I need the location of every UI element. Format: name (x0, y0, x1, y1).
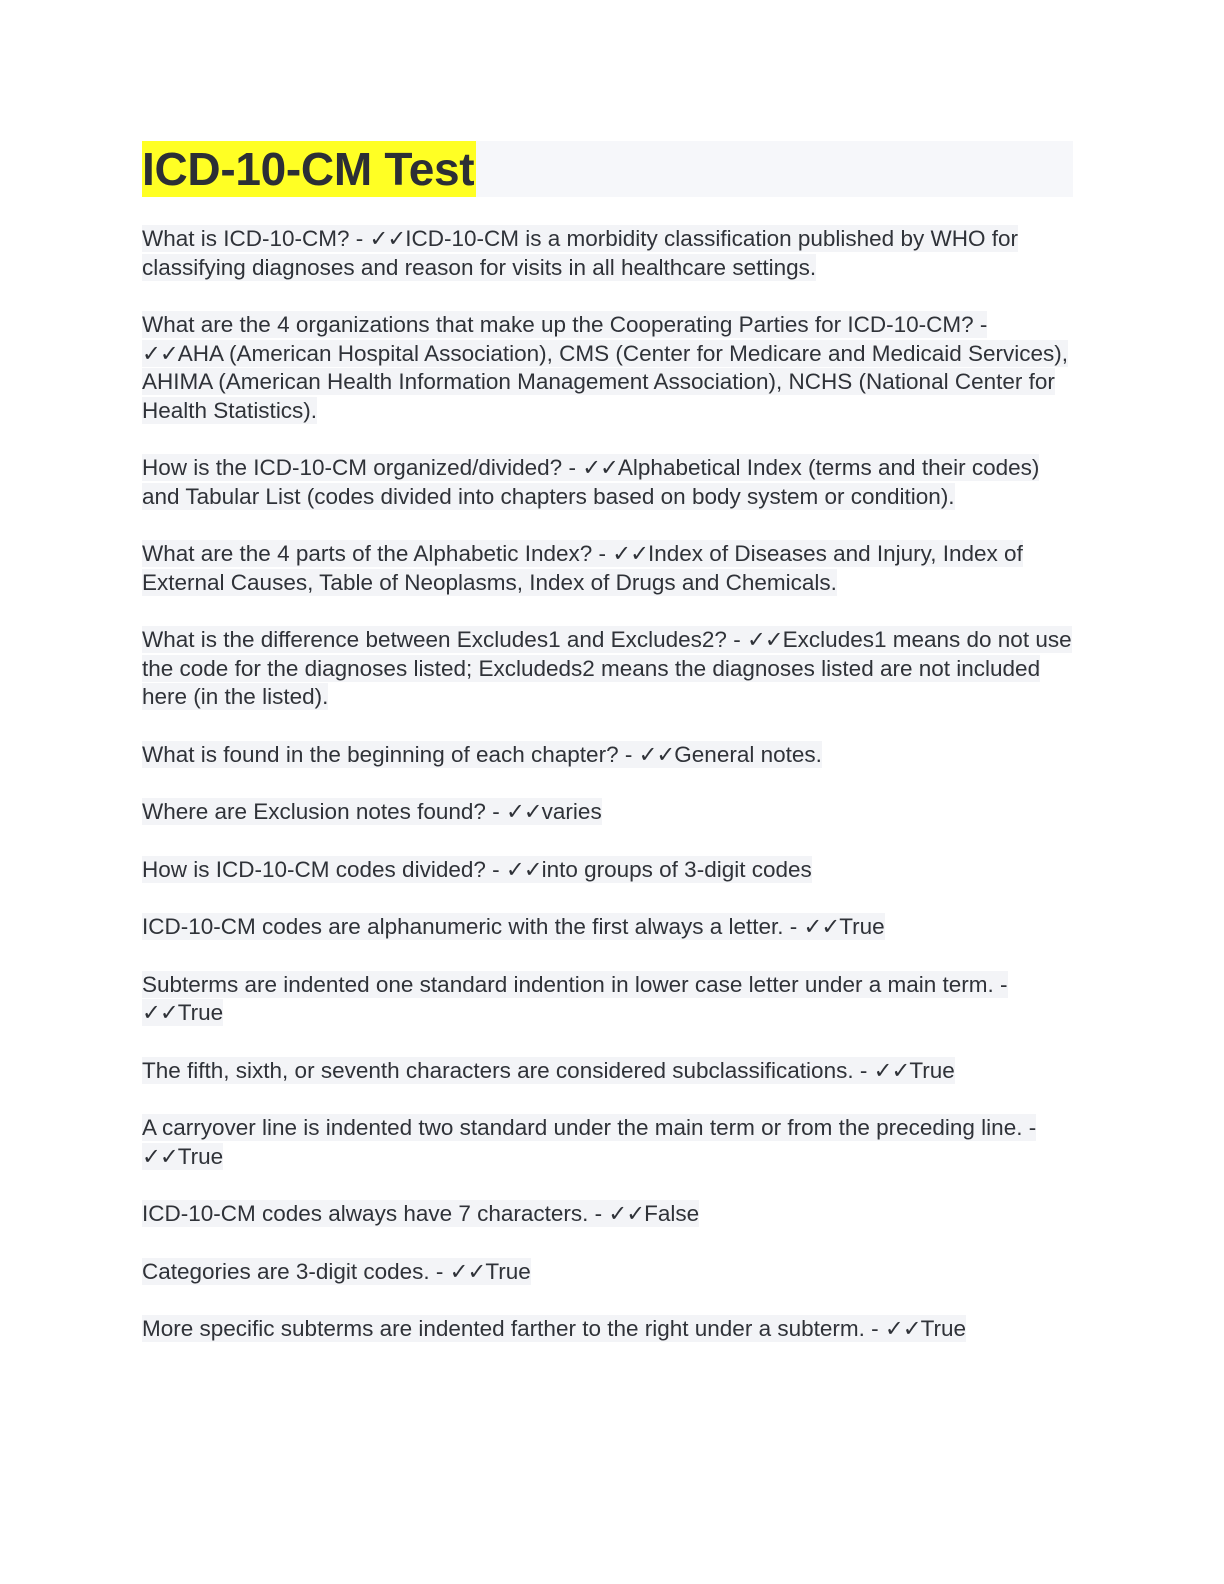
qa-text (142, 1200, 699, 1227)
qa-item (142, 971, 1073, 1028)
separator: - (349, 226, 370, 251)
qa-text (142, 856, 812, 883)
question-text: A carryover line is indented two standard under the main term or from the preceding line. (142, 1115, 1023, 1140)
qa-item (142, 454, 1073, 511)
answer-text: True (839, 914, 885, 939)
question-text: How is the ICD-10-CM organized/divided? (142, 455, 563, 480)
qa-item (142, 913, 1073, 942)
separator: - (973, 312, 988, 337)
document-title: ICD-10-CM Test (142, 143, 475, 195)
question-text: What are the 4 parts of the Alphabetic Index? (142, 541, 593, 566)
separator: - (1022, 1115, 1037, 1140)
separator: - (429, 1258, 450, 1284)
document-page (142, 141, 1073, 1373)
double-check-icon: ✓✓ (612, 541, 649, 566)
qa-item (142, 225, 1073, 282)
qa-item (142, 1258, 1073, 1287)
double-check-icon: ✓✓ (449, 1258, 486, 1284)
separator: - (783, 914, 804, 939)
qa-text (142, 798, 602, 825)
separator: - (864, 1316, 885, 1341)
separator: - (993, 971, 1008, 997)
double-check-icon: ✓✓ (505, 856, 542, 882)
qa-text (142, 626, 1072, 710)
double-check-icon: ✓✓ (582, 455, 618, 480)
qa-text (142, 1114, 1036, 1170)
answer-text: Index of Diseases and Injury, Index of External Causes, Table of Neoplasms, Index of Drugs and Chemicals. (142, 541, 1023, 595)
separator: - (562, 455, 583, 480)
answer-text: True (920, 1316, 967, 1341)
qa-text (142, 913, 885, 940)
qa-text (142, 1057, 955, 1084)
separator: - (726, 627, 747, 652)
question-text: Where are Exclusion notes found? (142, 799, 486, 824)
qa-text (142, 1315, 966, 1342)
separator: - (588, 1201, 609, 1226)
qa-text (142, 540, 1023, 596)
question-text: ICD-10-CM codes are alphanumeric with the first always a letter. (142, 914, 784, 939)
qa-item (142, 1315, 1073, 1344)
double-check-icon: ✓✓ (746, 627, 783, 652)
question-text: The fifth, sixth, or seventh characters are considered subclassifications. (142, 1057, 854, 1083)
double-check-icon: ✓✓ (369, 226, 406, 251)
qa-list (142, 225, 1073, 1344)
double-check-icon: ✓✓ (142, 340, 178, 366)
question-text: What is found in the beginning of each chapter? (142, 741, 619, 767)
answer-text: General notes. (674, 741, 822, 767)
answer-text: True (485, 1258, 531, 1284)
double-check-icon: ✓✓ (638, 741, 675, 767)
separator: - (485, 856, 506, 882)
question-text: What are the 4 organizations that make up the Cooperating Parties for ICD-10-CM? (142, 312, 974, 337)
double-check-icon: ✓✓ (884, 1316, 921, 1341)
separator: - (853, 1057, 874, 1083)
answer-text: AHA (American Hospital Association), CMS (Center for Medicare and Medicaid Services), AHIMA (American Health Information Management Association), NCHS (National Center for Health Statistics). (142, 340, 1069, 423)
answer-text: True (177, 1143, 224, 1169)
answer-text: Alphabetical Index (terms and their codes) and Tabular List (codes divided into chapters based on body system or condition). (142, 455, 1040, 509)
double-check-icon: ✓✓ (803, 914, 840, 939)
qa-item (142, 856, 1073, 885)
title-band (142, 141, 1073, 197)
question-text: More specific subterms are indented farther to the right under a subterm. (142, 1316, 865, 1341)
question-text: How is ICD-10-CM codes divided? (142, 856, 486, 882)
qa-text (142, 454, 1039, 510)
double-check-icon: ✓✓ (505, 799, 542, 824)
qa-item (142, 1057, 1073, 1086)
question-text: Subterms are indented one standard indention in lower case letter under a main term. (142, 971, 994, 997)
qa-text (142, 225, 1018, 281)
answer-text: ICD-10-CM is a morbidity classification published by WHO for classifying diagnoses and reason for visits in all healthcare settings. (142, 226, 1018, 280)
question-text: ICD-10-CM codes always have 7 characters. (142, 1201, 589, 1226)
qa-item (142, 798, 1073, 827)
double-check-icon: ✓✓ (873, 1057, 910, 1083)
double-check-icon: ✓✓ (142, 1143, 178, 1169)
qa-text (142, 311, 1068, 424)
qa-item (142, 540, 1073, 597)
separator: - (485, 799, 506, 824)
answer-text: varies (541, 799, 602, 824)
qa-item (142, 1200, 1073, 1229)
qa-item (142, 1114, 1073, 1171)
question-text: What is ICD-10-CM? (142, 226, 350, 251)
answer-text: True (909, 1057, 955, 1083)
qa-text (142, 1258, 531, 1285)
answer-text: Excludes1 means do not use the code for the diagnoses listed; Excludeds2 means the diagnoses listed are not included here (in the listed). (142, 627, 1072, 709)
question-text: Categories are 3-digit codes. (142, 1258, 430, 1284)
answer-text: False (644, 1201, 700, 1226)
qa-item (142, 311, 1073, 425)
answer-text: into groups of 3-digit codes (541, 856, 812, 882)
separator: - (618, 741, 639, 767)
qa-item (142, 741, 1073, 770)
qa-text (142, 741, 822, 768)
separator: - (592, 541, 613, 566)
qa-text (142, 971, 1008, 1027)
double-check-icon: ✓✓ (608, 1201, 645, 1226)
answer-text: True (177, 1000, 224, 1025)
qa-item (142, 626, 1073, 712)
question-text: What is the difference between Excludes1 and Excludes2? (142, 627, 727, 652)
double-check-icon: ✓✓ (142, 1000, 178, 1025)
